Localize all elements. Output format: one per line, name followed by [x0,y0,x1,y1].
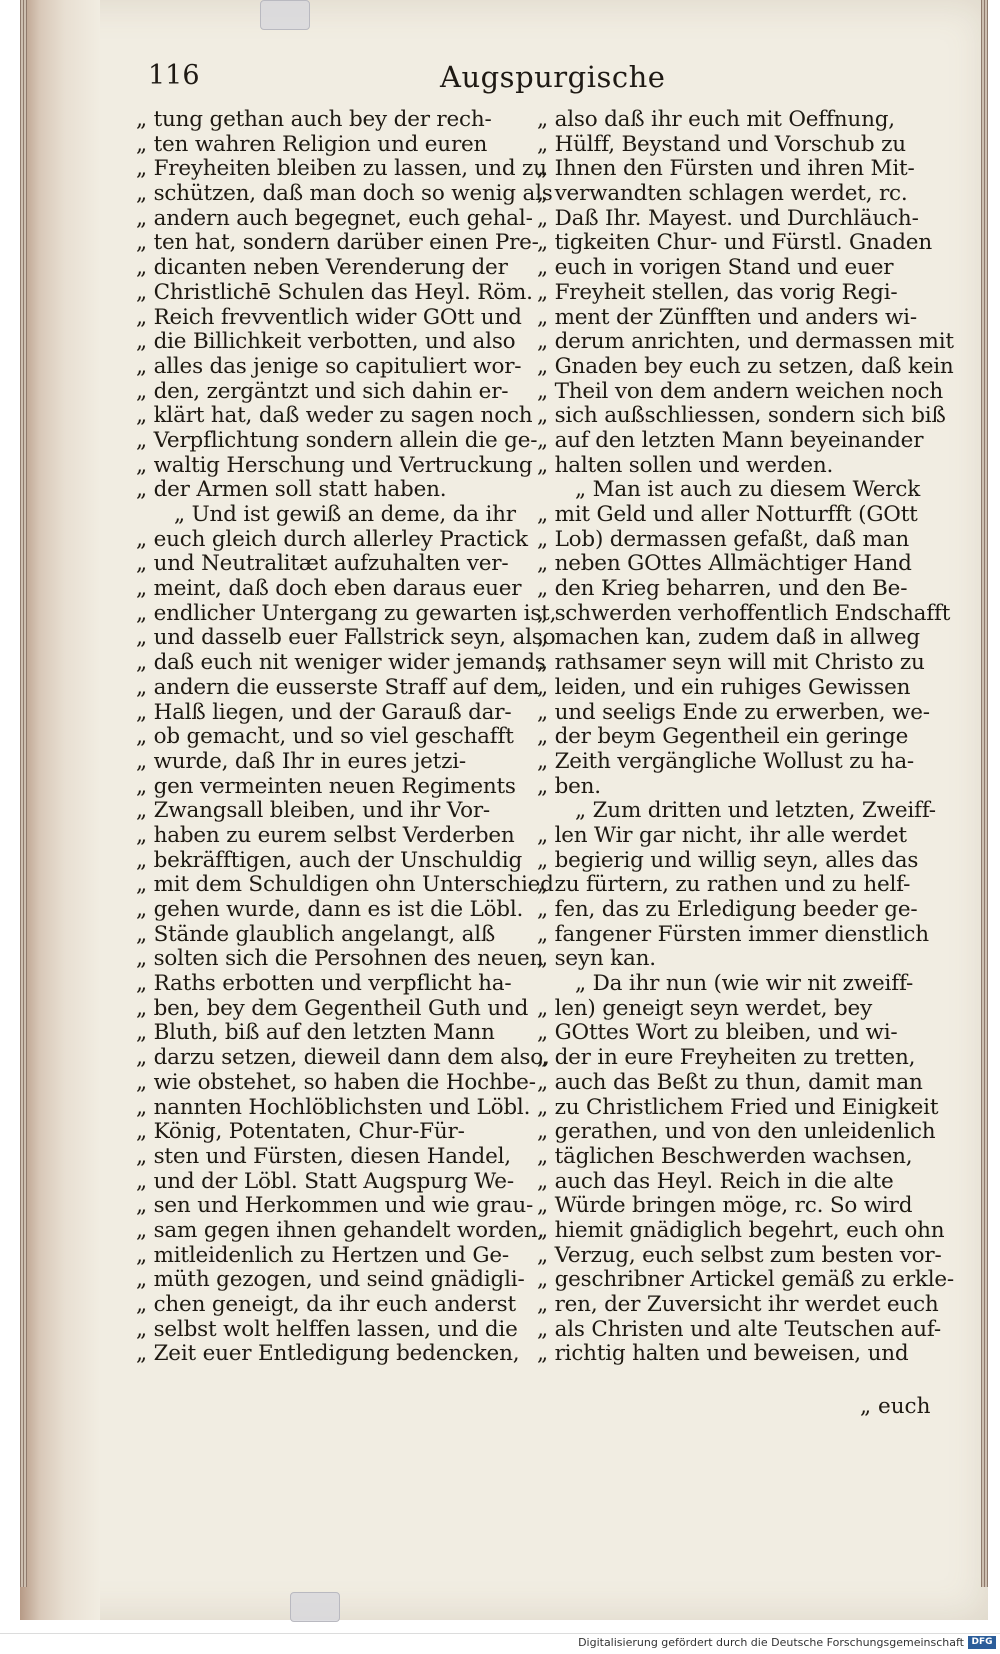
text-line: „ ren, der Zuversicht ihr werdet euch [537,1292,939,1317]
text-line: „ klärt hat, daß weder zu sagen noch [136,403,533,429]
page-clip-top [260,0,310,30]
text-line: „ mit Geld und aller Notturfft (GOtt [537,502,918,527]
text-line: „ halten sollen und werden. [537,452,834,478]
text-line: „ dicanten neben Verenderung der [136,255,508,281]
text-line: „ zu fürtern, zu rathen und zu helf- [537,872,911,898]
text-line: „ und der Löbl. Statt Augspurg We- [136,1168,514,1194]
text-line: „ andern die eusserste Straff auf dem [136,674,540,700]
text-line: „ Halß liegen, und der Garauß dar- [136,699,512,725]
text-line: „ derum anrichten, und dermassen mit [537,329,954,355]
text-line: „ Raths erbotten und verpflicht ha- [136,971,512,997]
text-line: „ waltig Herschung und Vertruckung [136,452,533,478]
text-line: „ Stände glaublich angelangt, alß [136,921,496,947]
text-line: „ len Wir gar nicht, ihr alle werdet [537,822,907,848]
text-line: „ gehen wurde, dann es ist die Löbl. [136,897,524,922]
text-line: „ mit dem Schuldigen ohn Unterschied [136,872,554,898]
text-line: „ Ihnen den Fürsten und ihren Mit- [537,156,915,182]
text-line: „ schwerden verhoffentlich Endschafft [537,600,951,626]
text-line: „ sten und Fürsten, diesen Handel, [136,1143,511,1169]
text-line: „ und seeligs Ende zu erwerben, we- [537,699,930,725]
text-line: „ sich außschliessen, sondern sich biß [537,403,946,429]
footer-bar [0,1633,1000,1654]
text-line: „ Reich frevventlich wider GOtt und [136,304,522,330]
text-line: „ der beym Gegentheil ein geringe [537,724,909,750]
text-line: „ richtig halten und beweisen, und [537,1341,909,1367]
text-line: „ haben zu eurem selbst Verderben [136,822,515,848]
text-line: „ bekräfftigen, auch der Unschuldig [136,847,523,873]
text-line: „ auch das Beßt zu thun, damit man [537,1069,923,1095]
page-number: 116 [148,60,200,91]
text-line: „ endlicher Untergang zu gewarten ist, [136,600,557,626]
text-line: „ Daß Ihr. Mayest. und Durchläuch- [537,205,919,231]
text-line: „ Und ist gewiß an deme, da ihr [174,502,516,527]
text-line: „ und dasselb euer Fallstrick seyn, also [136,625,556,651]
text-line: „ wurde, daß Ihr in eures jetzi- [136,748,466,774]
running-head: Augspurgische [440,60,666,94]
text-line: „ chen geneigt, da ihr euch anderst [136,1292,516,1317]
text-line: „ rathsamer seyn will mit Christo zu [537,650,925,676]
text-line: „ sen und Herkommen und wie grau- [136,1193,534,1219]
text-column-right [537,107,954,1367]
text-line: „ seyn kan. [537,946,656,972]
text-line: „ meint, daß doch eben daraus euer [136,576,522,602]
text-line: „ leiden, und ein ruhiges Gewissen [537,674,911,700]
text-line: „ Freyheiten bleiben zu lassen, und zu [136,156,547,182]
text-line: „ ten wahren Religion und euren [136,131,488,157]
text-line: „ Würde bringen möge, rc. So wird [537,1193,913,1219]
text-line: „ ob gemacht, und so viel geschafft [136,724,514,750]
page-edge-left [20,0,27,1587]
text-line: „ Zum dritten und letzten, Zweiff- [575,798,936,824]
text-line: „ machen kan, zudem daß in allweg [537,625,920,651]
text-line: „ Lob) dermassen gefaßt, daß man [537,526,909,552]
text-line: „ geschribner Artickel gemäß zu erkle- [537,1267,954,1293]
text-line: „ Christlichē Schulen das Heyl. Röm. [136,279,533,305]
text-line: „ len) geneigt seyn werdet, bey [537,995,873,1021]
text-line: „ als Christen und alte Teutschen auf- [537,1316,941,1342]
page-clip-bottom [290,1592,340,1622]
text-line: „ täglichen Beschwerden wachsen, [537,1143,913,1169]
text-line: „ darzu setzen, dieweil dann dem also, [136,1045,550,1071]
text-line: „ den Krieg beharren, und den Be- [537,576,908,602]
text-line: „ auf den letzten Mann beyeinander [537,427,924,453]
text-line: „ schützen, daß man doch so wenig als [136,181,553,207]
text-line: „ neben GOttes Allmächtiger Hand [537,551,912,577]
text-line: „ der Armen soll statt haben. [136,477,447,503]
text-line: „ müth gezogen, und seind gnädigli- [136,1267,525,1293]
text-line: „ Hülff, Beystand und Vorschub zu [537,131,906,157]
text-line: „ sam gegen ihnen gehandelt worden, [136,1217,545,1243]
binding-gutter [20,0,100,1620]
text-line: „ euch in vorigen Stand und euer [537,255,894,281]
text-line: „ fangener Fürsten immer dienstlich [537,921,929,947]
catchword: „ euch [860,1394,931,1419]
text-column-left [136,107,557,1367]
text-line: „ gen vermeinten neuen Regiments [136,773,516,799]
text-line: „ alles das jenige so capituliert wor- [136,353,522,379]
text-line: „ nannten Hochlöblichsten und Löbl. [136,1094,531,1120]
page-edge-right [981,0,988,1587]
text-line: „ andern auch begegnet, euch gehal- [136,205,533,231]
dfg-logo: DFG [968,1636,996,1649]
text-line: „ GOttes Wort zu bleiben, und wi- [537,1020,898,1046]
text-line: „ also daß ihr euch mit Oeffnung, [537,107,895,132]
text-line: „ solten sich die Persohnen des neuen [136,946,544,972]
text-line: „ selbst wolt helffen lassen, und die [136,1316,518,1342]
text-line: „ Da ihr nun (wie wir nit zweiff- [575,971,914,997]
text-line: „ gerathen, und von den unleidenlich [537,1119,936,1145]
text-line: „ tung gethan auch bey der rech- [136,107,492,132]
text-line: „ der in eure Freyheiten zu tretten, [537,1045,916,1071]
text-line: „ ben. [537,773,601,799]
text-line: „ Man ist auch zu diesem Werck [575,477,921,503]
text-line: „ ben, bey dem Gegentheil Guth und [136,995,529,1021]
text-line: „ euch gleich durch allerley Practick [136,526,528,552]
text-line: „ fen, das zu Erledigung beeder ge- [537,897,918,922]
text-line: „ tigkeiten Chur- und Fürstl. Gnaden [537,230,932,256]
text-line: „ auch das Heyl. Reich in die alte [537,1168,894,1194]
text-line: „ Bluth, biß auf den letzten Mann [136,1020,495,1046]
text-line: „ Zeith vergängliche Wollust zu ha- [537,748,914,774]
funding-credit: Digitalisierung gefördert durch die Deutsche Forschungsgemeinschaft [578,1636,964,1649]
text-line: „ Verpflichtung sondern allein die ge- [136,427,538,453]
text-line: „ Theil von dem andern weichen noch [537,378,944,404]
text-line: „ wie obstehet, so haben die Hochbe- [136,1069,536,1095]
text-line: „ den, zergäntzt und sich dahin er- [136,378,509,404]
text-line: „ Gnaden bey euch zu setzen, daß kein [537,353,954,379]
text-line: „ Zwangsall bleiben, und ihr Vor- [136,798,490,824]
text-line: „ Freyheit stellen, das vorig Regi- [537,279,898,305]
text-line: „ Zeit euer Entledigung bedencken, [136,1341,520,1367]
text-line: „ mitleidenlich zu Hertzen und Ge- [136,1242,509,1268]
text-line: „ und Neutralitæt aufzuhalten ver- [136,551,509,577]
text-line: „ Verzug, euch selbst zum besten vor- [537,1242,942,1268]
text-line: „ verwandten schlagen werdet, rc. [537,181,908,207]
text-line: „ zu Christlichem Fried und Einigkeit [537,1094,939,1120]
text-line: „ hiemit gnädiglich begehrt, euch ohn [537,1217,945,1243]
text-line: „ die Billichkeit verbotten, und also [136,329,516,355]
text-line: „ daß euch nit weniger wider jemands [136,650,546,676]
page-header [140,60,910,100]
text-line: „ ment der Zünfften und anders wi- [537,304,917,330]
text-line: „ ten hat, sondern darüber einen Pre- [136,230,539,256]
text-line: „ begierig und willig seyn, alles das [537,847,919,873]
text-line: „ König, Potentaten, Chur-Für- [136,1119,465,1145]
